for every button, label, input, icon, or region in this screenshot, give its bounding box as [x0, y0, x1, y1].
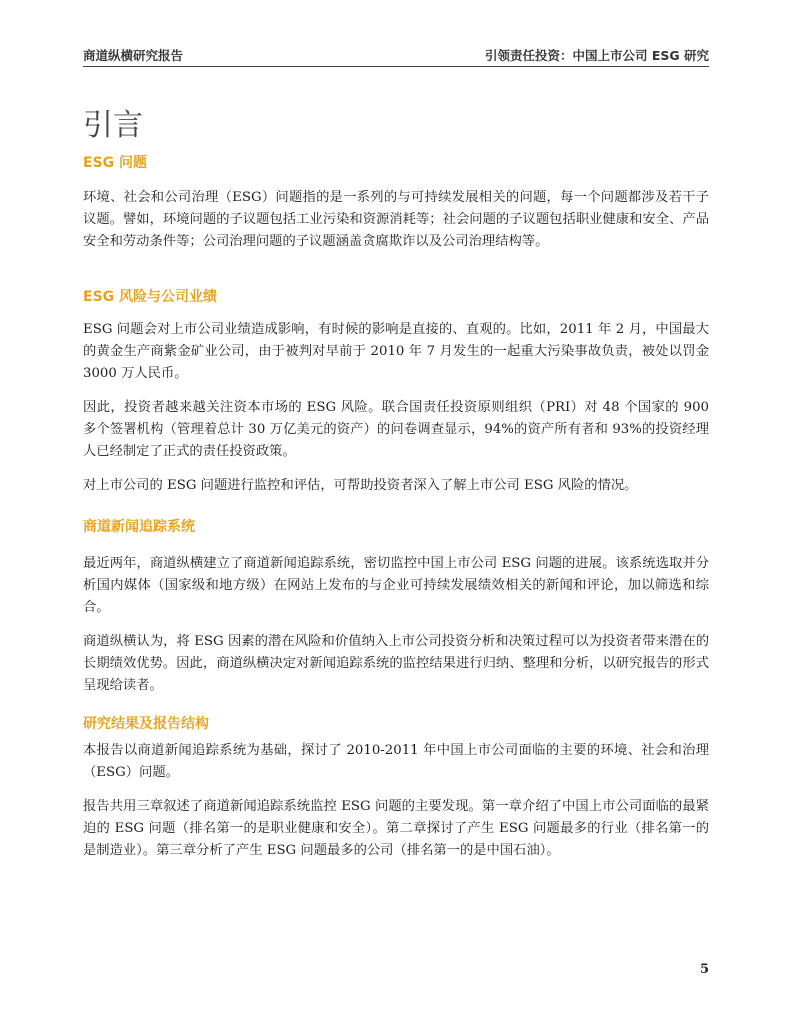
header-report-series: 商道纵横研究报告: [83, 48, 184, 63]
paragraph-monitoring-benefit: 对上市公司的 ESG 问题进行监控和评估，可帮助投资者深入了解上市公司 ESG 风险的情况。: [83, 478, 638, 493]
section-heading-news-tracking-system: 商道新闻追踪系统: [83, 519, 195, 535]
section-heading-findings-structure: 研究结果及报告结构: [83, 716, 209, 732]
paragraph-syntao-view: 商道纵横认为，将 ESG 因素的潜在风险和价值纳入上市公司投资分析和决策过程可以为投资者带来潜在的长期绩效优势。因此，商道纵横决定对新闻追踪系统的监控结果进行归纳、整理和分析，以研究报告的形式呈现给读者。: [83, 634, 709, 693]
header-report-title: 引领责任投资：中国上市公司 ESG 研究: [484, 48, 709, 63]
paragraph-zijin-example: ESG 问题会对上市公司业绩造成影响，有时候的影响是直接的、直观的。比如，2011 年 2 月，中国最大的黄金生产商紫金矿业公司，由于被判对早前于 2010 年 7 月发生的一起重大污染事故负责，被处以罚金 3000 万人民币。: [83, 322, 709, 381]
page-title: 引言: [83, 108, 143, 143]
section-heading-esg-risk-performance: ESG 风险与公司业绩: [83, 289, 218, 305]
paragraph-chapter-overview: 报告共用三章叙述了商道新闻追踪系统监控 ESG 问题的主要发现。第一章介绍了中国上市公司面临的最紧迫的 ESG 问题（排名第一的是职业健康和安全）。第二章探讨了产生 ESG 问题最多的行业（排名第一的是制造业）。第三章分析了产生 ESG 问题最多的公司（排名第一的是中国石油）。: [83, 799, 709, 858]
paragraph-system-description: 最近两年，商道纵横建立了商道新闻追踪系统，密切监控中国上市公司 ESG 问题的进展。该系统选取并分析国内媒体（国家级和地方级）在网站上发布的与企业可持续发展绩效相关的新闻和评论，加以筛选和综合。: [83, 556, 709, 615]
paragraph-pri-survey: 因此，投资者越来越关注资本市场的 ESG 风险。联合国责任投资原则组织（PRI）对 48 个国家的 900 多个签署机构（管理着总计 30 万亿美元的资产）的问卷调查显示，94%的资产所有者和 93%的投资经理人已经制定了正式的责任投资政策。: [83, 400, 709, 459]
page-number: 5: [700, 962, 710, 977]
paragraph-esg-definition: 环境、社会和公司治理（ESG）问题指的是一系列的与可持续发展相关的问题，每一个问题都涉及若干子议题。譬如，环境问题的子议题包括工业污染和资源消耗等；社会问题的子议题包括职业健康和安全、产品安全和劳动条件等；公司治理问题的子议题涵盖贪腐欺诈以及公司治理结构等。: [83, 190, 709, 249]
section-heading-esg-issues: ESG 问题: [83, 155, 148, 171]
paragraph-report-basis: 本报告以商道新闻追踪系统为基础，探讨了 2010-2011 年中国上市公司面临的主要的环境、社会和治理（ESG）问题。: [83, 743, 709, 780]
running-header: [83, 44, 709, 67]
